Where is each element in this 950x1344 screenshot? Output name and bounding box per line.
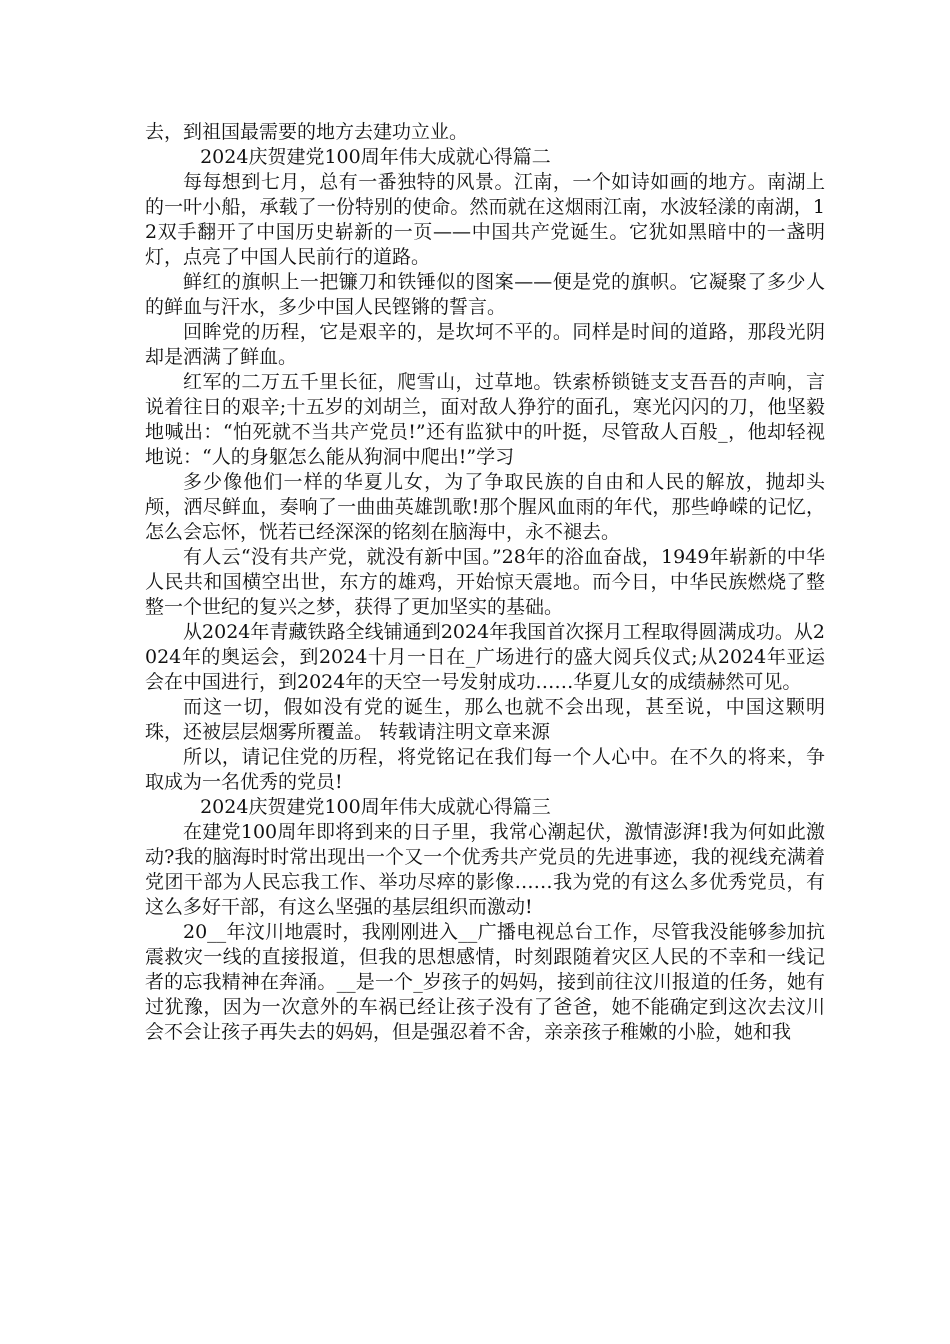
paragraph-6: 红军的二万五千里长征，爬雪山，过草地。铁索桥锁链支支吾吾的声响，言说着往日的艰辛;十五岁的刘胡兰，面对敌人狰狞的面孔，寒光闪闪的刀，他坚毅地喊出：“怕死就不当共产党员!”还有监狱中的叶挺，尽管敌人百般_，他却轻视地说：“人的身躯怎么能从狗洞中爬出!”学习 bbox=[145, 371, 825, 468]
section-heading-2: 2024庆贺建党100周年伟大成就心得篇二 bbox=[200, 146, 551, 168]
paragraph-3: 每每想到七月，总有一番独特的风景。江南，一个如诗如画的地方。南湖上的一叶小船，承载了一份特别的使命。然而就在这烟雨江南，水波轻漾的南湖，12双手翻开了中国历史崭新的一页——中国共产党诞生。它犹如黑暗中的一盏明灯，点亮了中国人民前行的道路。 bbox=[145, 171, 825, 268]
document-page bbox=[145, 120, 825, 1045]
paragraph-9: 从2024年青藏铁路全线铺通到2024年我国首次探月工程取得圆满成功。从2024年的奥运会，到2024十月一日在_广场进行的盛大阅兵仪式;从2024年亚运会在中国进行，到2024年的天空一号发射成功……华夏儿女的成绩赫然可见。 bbox=[145, 621, 825, 693]
paragraph-4: 鲜红的旗帜上一把镰刀和铁锤似的图案——便是党的旗帜。它凝聚了多少人的鲜血与汗水，多少中国人民铿锵的誓言。 bbox=[145, 271, 825, 318]
paragraph-11: 所以，请记住党的历程，将党铭记在我们每一个人心中。在不久的将来，争取成为一名优秀的党员! bbox=[145, 746, 825, 793]
paragraph-5: 回眸党的历程，它是艰辛的，是坎坷不平的。同样是时间的道路，那段光阴却是洒满了鲜血。 bbox=[145, 321, 825, 368]
paragraph-8: 有人云“没有共产党，就没有新中国。”28年的浴血奋战，1949年崭新的中华人民共和国横空出世，东方的雄鸡，开始惊天震地。而今日，中华民族燃烧了整整一个世纪的复兴之梦，获得了更加坚实的基础。 bbox=[145, 546, 825, 618]
paragraph-1: 去，到祖国最需要的地方去建功立业。 bbox=[145, 121, 469, 143]
paragraph-7: 多少像他们一样的华夏儿女，为了争取民族的自由和人民的解放，抛却头颅，洒尽鲜血，奏响了一曲曲英雄凯歌!那个腥风血雨的年代，那些峥嵘的记忆，怎么会忘怀，恍若已经深深的铭刻在脑海中，永不褪去。 bbox=[145, 471, 825, 543]
paragraph-14: 20__年汶川地震时，我刚刚进入__广播电视总台工作，尽管我没能够参加抗震救灾一线的直接报道，但我的思想感情，时刻跟随着灾区人民的不幸和一线记者的忘我精神在奔涌。__是一个_岁孩子的妈妈，接到前往汶川报道的任务，她有过犹豫，因为一次意外的车祸已经让孩子没有了爸爸，她不能确定到这次去汶川会不会让孩子再失去的妈妈，但是强忍着不舍，亲亲孩子稚嫩的小脸，她和我 bbox=[145, 921, 825, 1043]
section-heading-3: 2024庆贺建党100周年伟大成就心得篇三 bbox=[200, 796, 551, 818]
paragraph-10: 而这一切，假如没有党的诞生，那么也就不会出现，甚至说，中国这颗明珠，还被层层烟雾所覆盖。 转载请注明文章来源 bbox=[145, 696, 825, 743]
paragraph-13: 在建党100周年即将到来的日子里，我常心潮起伏，激情澎湃!我为何如此激动?我的脑海时时常出现出一个又一个优秀共产党员的先进事迹，我的视线充满着党团干部为人民忘我工作、举功尽瘁的影像……我为党的有这么多优秀党员，有这么多好干部，有这么坚强的基层组织而激动! bbox=[145, 821, 825, 918]
